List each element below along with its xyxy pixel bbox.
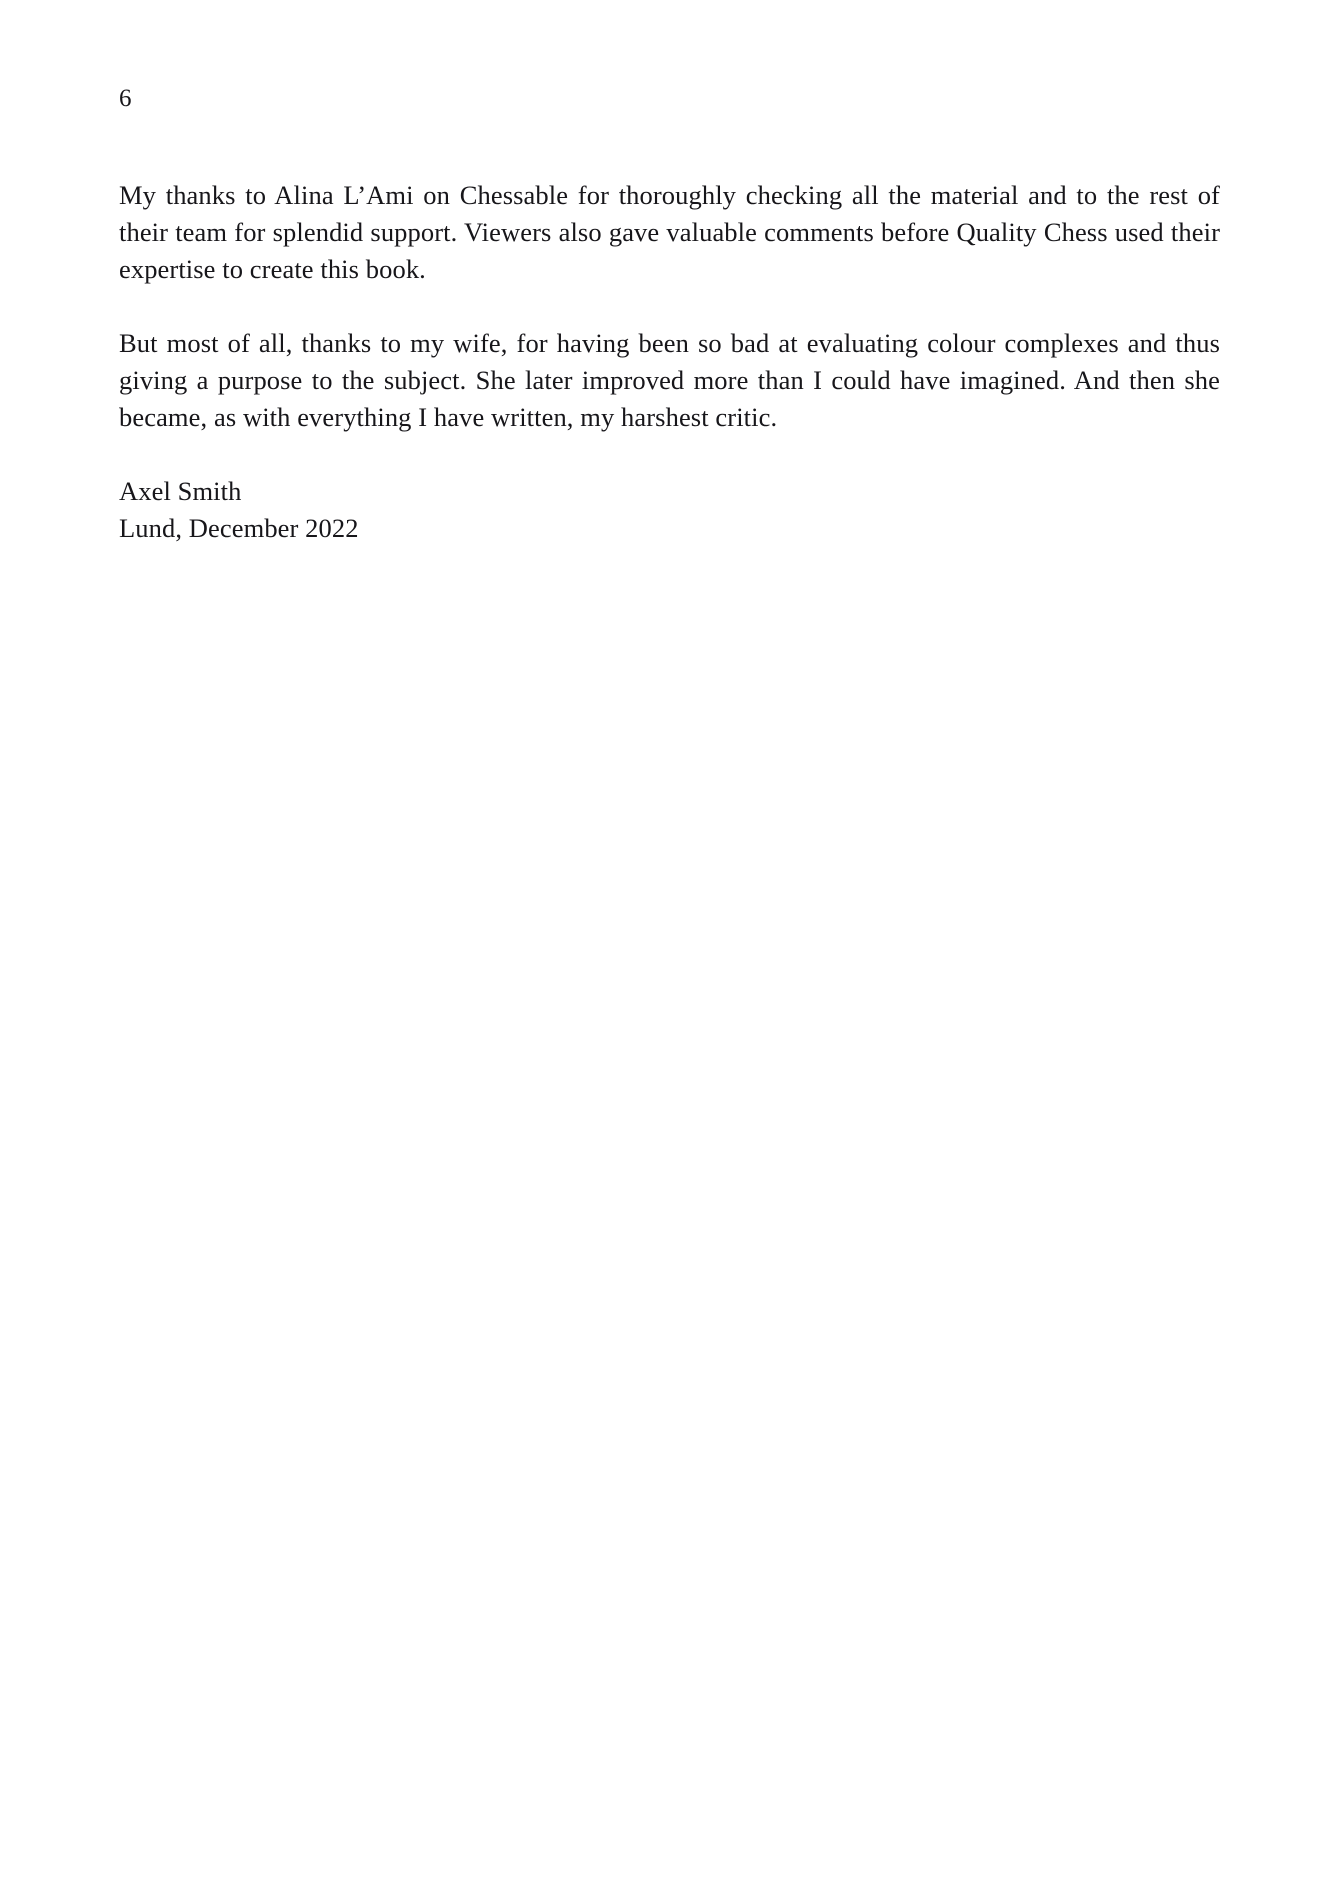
signoff-author: Axel Smith [119,476,242,506]
signoff-block [119,473,1220,547]
body-text [119,177,1220,547]
page-number: 6 [119,85,132,112]
page-content [119,84,1220,547]
paragraph-dedication: But most of all, thanks to my wife, for having been so bad at evaluating colour complexes and thus giving a purpose to the subject. She later improved more than I could have imagined. And then she became, as with everything I have written, my harshest critic. [119,328,1220,432]
paragraph-acknowledgements: My thanks to Alina L’Ami on Chessable for thoroughly checking all the material and to the rest of their team for splendid support. Viewers also gave valuable comments before Quality Chess used their expertise to create this book. [119,180,1220,284]
signoff-place-date: Lund, December 2022 [119,513,359,543]
